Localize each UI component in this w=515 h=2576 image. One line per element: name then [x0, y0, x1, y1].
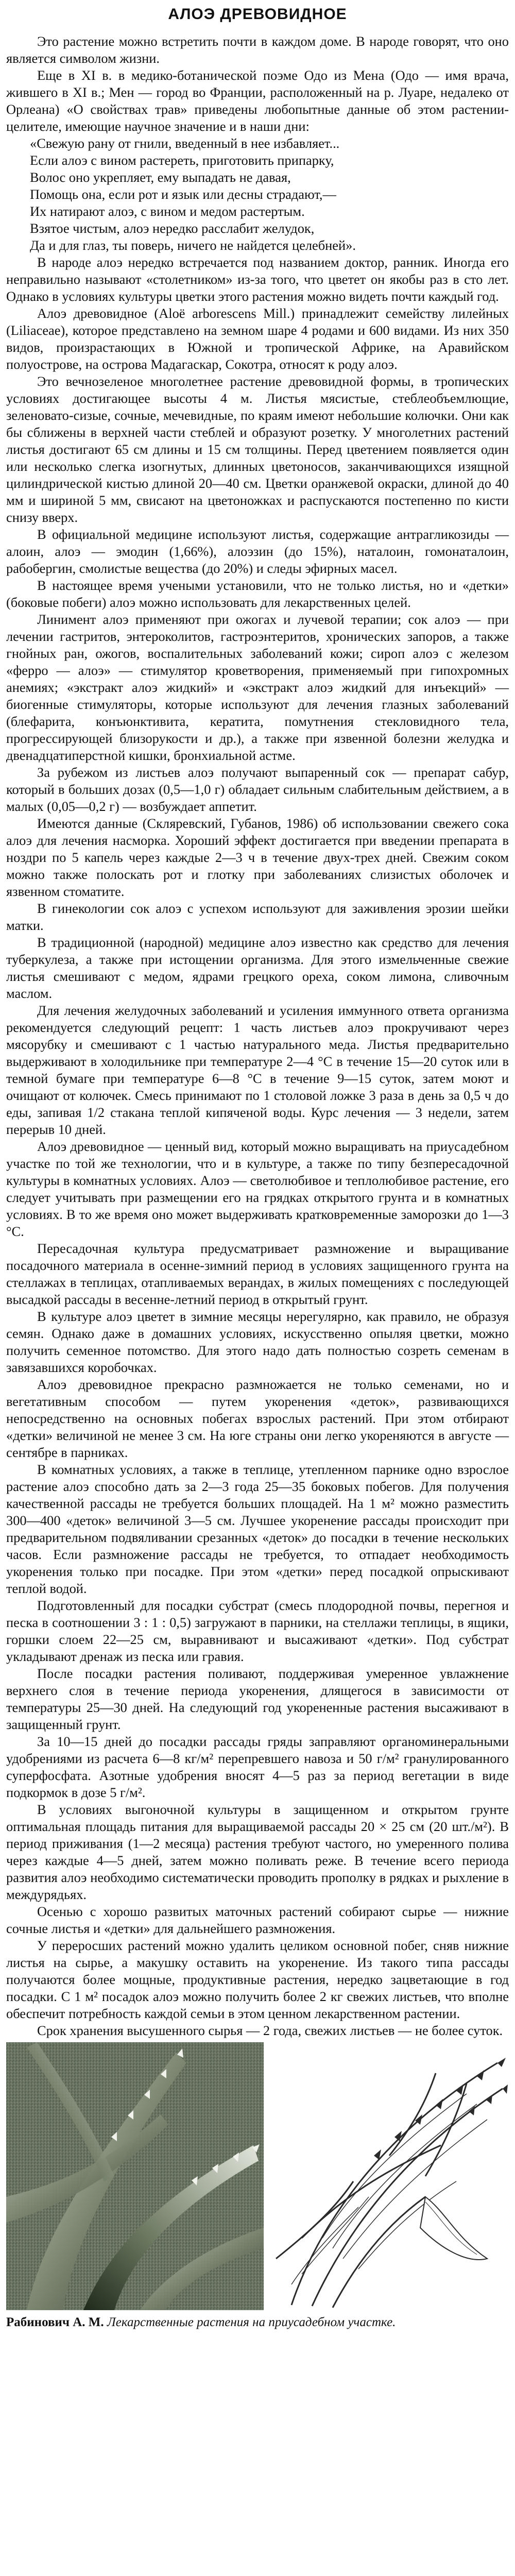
paragraph: Это растение можно встретить почти в каждом доме. В народе говорят, что оно является символом жизни.: [6, 33, 509, 66]
paragraph: После посадки растения поливают, поддерживая умеренное увлажнение верхнего слоя в течение периода укоренения, длящегося в зависимости от температуры 25—30 дней. На следующий год укорененные растения высаживают в защищенный грунт.: [6, 1666, 509, 1732]
paragraph: В народе алоэ нередко встречается под названием доктор, ранник. Иногда его неправильно называют «столетником» из-за того, что цветет он якобы раз в сто лет. Однако в условиях культуры цветки этого растения можно видеть почти каждый год.: [6, 255, 509, 304]
aloe-drawing-image: [271, 2042, 509, 2310]
paragraph: За рубежом из листьев алоэ получают выпаренный сок — препарат сабур, который в больших дозах (0,5—1,0 г) обладает сильным слабительным действием, а в малых (0,05—0,2 г) — возбуждает аппетит.: [6, 765, 509, 814]
poem-line: Волос оно укрепляет, ему выпадать не давая,: [30, 170, 291, 185]
paragraph: В условиях выгоночной культуры в защищенном и открытом грунте оптимальная площадь питания для выращиваемой рассады 20 × 25 см (20 шт./м²). В период приживания (1—2 месяца) растения требуют частого, но умеренного полива через каждые 4—5 дней, затем можно поливать реже. В течение всего периода развития алоэ необходимо систематически проводить прополку в рядках и рыхление в междурядьях.: [6, 1802, 509, 1902]
paragraph: Срок хранения высушенного сырья — 2 года, свежих листьев — не более суток.: [37, 2023, 503, 2038]
paragraph: В настоящее время учеными установили, что не только листья, но и «детки» (боковые побеги) алоэ можно использовать для лекарственных целей.: [6, 578, 509, 610]
paragraph: В официальной медицине используют листья, содержащие антрагликозиды — алоин, алоэ — эмодин (1,66%), алоэзин (до 15%), наталоин, гомонаталоин, рабобергин, смолистые вещества (до 20%) и следы эфирных масел.: [6, 527, 509, 576]
aloe-photo-image: [6, 2042, 264, 2310]
poem-line: Да и для глаз, ты поверь, ничего не найдется целебней».: [30, 238, 356, 253]
poem-line: «Свежую рану от гнили, введенный в нее избавляет...: [30, 135, 340, 151]
poem-line: Помощь она, если рот и язык или десны страдают,—: [30, 187, 336, 202]
paragraph: Алоэ древовидное (Aloë arborescens Mill.) принадлежит семейству лилейных (Liliaceae), которое представлено на земном шаре 4 родами и 600 видами. Из них 350 видов, произрастающих в Южной и тропической Африке, на Аравийском полуострове, на острова Мадагаскар, Сокотра, относят к роду алоэ.: [6, 306, 509, 372]
paragraph: Это вечнозеленое многолетнее растение древовидной формы, в тропических условиях достигающее высоты 4 м. Листья мясистые, стеблеобъемлющие, зеленовато-сизые, сочные, мечевидные, по краям имеют небольшие колючки. Они как бы сближены в верхней части стеблей и образуют розетку. У многолетних растений листья достигают 65 см длины и 15 см толщины. Перед цветением появляется один или несколько слегка изогнутых, длинных цветоносов, заканчивающихся изящной цилиндрической кистью длиной 20—40 см. Цветки оранжевой окраски, длиной до 40 мм и шириной 5 мм, свисают на цветоножках и распускаются постепенно по кисти снизу вверх.: [6, 374, 509, 525]
paragraph: Имеются данные (Скляревский, Губанов, 1986) об использовании свежего сока алоэ для лечения насморка. Хороший эффект достигается при введении препарата в ноздри по 5 капель через каждые 2—3 ч в течение двух-трех дней. Свежим соком можно также полоскать рот и глотку при заболеваниях слизистых оболочек и язвенном стоматите.: [6, 816, 509, 899]
paragraph: Для лечения желудочных заболеваний и усиления иммунного ответа организма рекомендуется следующий рецепт: 1 часть листьев алоэ прокручивают через мясорубку и смешивают с 1 частью натурального меда. Листья предварительно выдерживают в холодильнике при температуре 2—4 °С в течение 15—20 суток или в темной бумаге при температуре 6—8 °С в течение 9—15 суток, затем моют и очищают от колючек. Смесь принимают по 1 столовой ложке 3 раза в день за 0,5 ч до еды, запивая 1/2 стакана теплой кипяченой воды. Курс лечения — 3 недели, затем перерыв 10 дней.: [6, 1003, 509, 1137]
paragraph: Пересадочная культура предусматривает размножение и выращивание посадочного материала в осенне-зимний период в условиях защищенного грунта на стеллажах в теплицах, отапливаемых верандах, в жилых помещениях с последующей высадкой рассады в весенне-летний период в открытый грунт.: [6, 1241, 509, 1307]
caption-author: Рабинович А. М.: [6, 2315, 104, 2329]
poem-line: Их натирают алоэ, с вином и медом растертым.: [30, 204, 305, 219]
paragraph: У переросших растений можно удалить целиком основной побег, сняв нижние листья на сырье, а макушку оставить на укоренение. Из такого типа рассады получаются более мощные, продуктивные растения, нередко зацветающие в год посадки. С 1 м² посадок алоэ можно получить более 2 кг свежих листьев, что вполне обеспечит потребность каждой семьи в этом ценном лекарственном растении.: [6, 1938, 509, 2021]
aloe-photo: [6, 2042, 264, 2310]
poem-quote: [6, 135, 509, 254]
article-title: АЛОЭ ДРЕВОВИДНОЕ: [168, 6, 347, 23]
paragraph: Подготовленный для посадки субстрат (смесь плодородной почвы, перегноя и песка в соотношении 3 : 1 : 0,5) загружают в парники, на стеллажи теплицы, в ящики, горшки слоем 22—25 см, выравнивают и высаживают «детки». Под субстрат укладывают дренаж из песка или гравия.: [6, 1598, 509, 1664]
article-body: [6, 254, 509, 2039]
source-caption: [6, 2314, 509, 2331]
aloe-leaf-drawing: [271, 2042, 509, 2310]
paragraph: В гинекологии сок алоэ с успехом используют для заживления эрозии шейки матки.: [6, 901, 509, 933]
paragraph: Еще в XI в. в медико-ботанической поэме Одо из Мена (Одо — имя врача, жившего в XI в.; Мен — город во Франции, расположенный на р. Луаре, недалеко от Орлеана) «О свойствах трав» приведены любопытные данные об этом растении-целителе, имеющие научное значение и в наши дни:: [6, 67, 509, 134]
paragraph: Линимент алоэ применяют при ожогах и лучевой терапии; сок алоэ — при лечении гастритов, энтероколитов, гастроэнтеритов, хронических запоров, а также гнойных ран, ожогов, воспалительных заболеваний кожи; сироп алоэ с железом «ферро — алоэ» — стимулятор кроветворения, применяемый при гипохромных анемиях; «экстракт алоэ жидкий» и «экстракт алоэ жидкий для инъекций» — биогенные стимуляторы, которые используют для лечения глазных заболеваний (блефарита, конъюнктивита, кератита, помутнения стекловидного тела, прогрессирующей близорукости и др.), а также при язвенной болезни желудка и двенадцатиперстной кишки, бронхиальной астме.: [6, 612, 509, 763]
paragraph: Алоэ древовидное — ценный вид, который можно выращивать на приусадебном участке по той же технологии, что и в культуре, а также по типу безпересадочной культуры в комнатных условиях. Алоэ — светолюбивое и теплолюбивое растение, его следует учитывать при размещении его на грядках открытого грунта и в комнатных условиях. В то же время оно может выдерживать кратковременные заморозки до 1—3 °С.: [6, 1139, 509, 1239]
paragraph: В комнатных условиях, а также в теплице, утепленном парнике одно взрослое растение алоэ способно дать за 2—3 года 25—35 боковых побегов. Для получения качественной рассады не требуется больших площадей. На 1 м² можно разместить 300—400 «деток» величиной 3—5 см. Лучшее укоренение рассады происходит при предварительном подвяливании срезанных «деток» до посадки в течение нескольких часов. Если размножение рассады не требуется, то отпадает необходимость укоренения только при посадке. При этом «детки» перед посадкой опрыскивают теплой водой.: [6, 1462, 509, 1596]
illustration: [6, 2042, 509, 2310]
paragraph: За 10—15 дней до посадки рассады гряды заправляют органоминеральными удобрениями из расчета 6—8 кг/м² перепревшего навоза и 50 г/м² гранулированного суперфосфата. Азотные удобрения вносят 4—5 раз за период вегетации в виде подкормок в дозе 5 г/м².: [6, 1734, 509, 1800]
paragraph: Осенью с хорошо развитых маточных растений собирают сырье — нижние сочные листья и «детки» для дальнейшего размножения.: [6, 1904, 509, 1936]
poem-line: Взятое чистым, алоэ нередко расслабит желудок,: [30, 221, 315, 236]
poem-line: Если алоэ с вином растереть, приготовить припарку,: [30, 152, 334, 168]
caption-work: Лекарственные растения на приусадебном участке.: [107, 2315, 396, 2329]
paragraph: Алоэ древовидное прекрасно размножается не только семенами, но и вегетативным способом — путем укоренения «деток», развивающихся непосредственно на основных побегах взрослых растений. При этом отбирают «детки» величиной не менее 3 см. На юге страны они легко укореняются в августе — сентябре в парниках.: [6, 1377, 509, 1460]
paragraph: В традиционной (народной) медицине алоэ известно как средство для лечения туберкулеза, а также при истощении организма. Для этого измельченные свежие листья смешивают с медом, ядрами грецкого ореха, соком лимона, сливочным маслом.: [6, 935, 509, 1001]
paragraph: В культуре алоэ цветет в зимние месяцы нерегулярно, как правило, не образуя семян. Однако даже в домашних условиях, искусственно опыляя цветки, можно получить семенное потомство. Для этого надо дать полностью созреть семенам в завязавшихся коробочках.: [6, 1309, 509, 1375]
intro-section: [6, 33, 509, 135]
